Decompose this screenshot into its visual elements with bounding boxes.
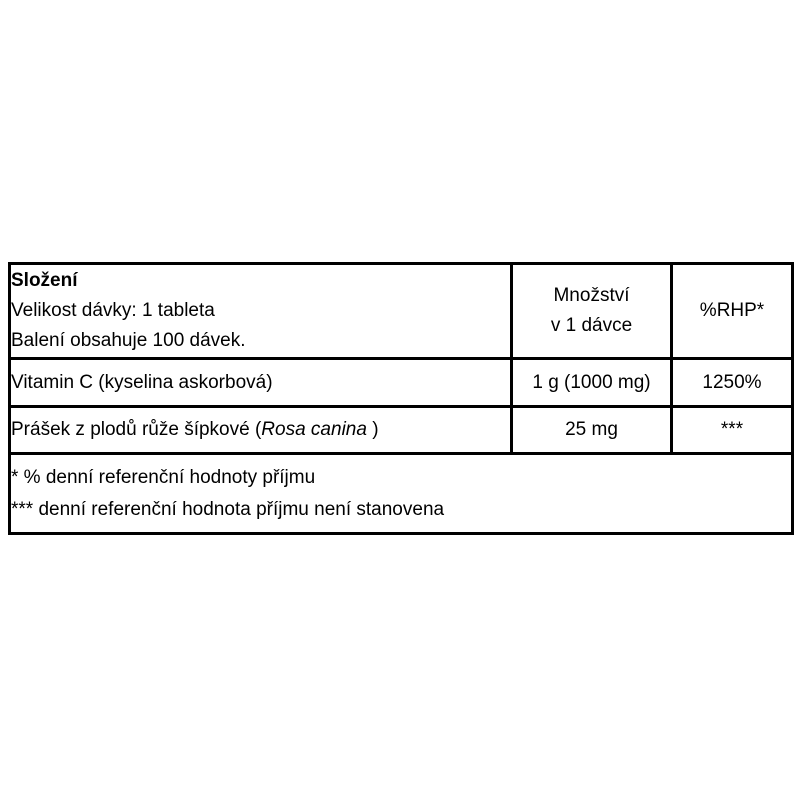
table-header-row (10, 264, 793, 359)
ingredient-name-prefix: Prášek z plodů růže šípkové ( (11, 419, 262, 440)
table-footnotes-row (10, 454, 793, 534)
ingredient-amount: 1 g (1000 mg) (512, 359, 672, 407)
amount-header-line1: Množství (553, 285, 630, 306)
footnotes-cell (10, 454, 793, 534)
ingredient-rhp: 1250% (672, 359, 793, 407)
footnote-rhp-definition: * % denní referenční hodnoty příjmu (11, 466, 316, 488)
header-rhp-cell: %RHP* (672, 264, 793, 359)
header-ingredients-cell (10, 264, 512, 359)
ingredient-amount: 25 mg (512, 407, 672, 454)
serving-size-text: Velikost dávky: 1 tableta (11, 300, 215, 321)
servings-per-container-text: Balení obsahuje 100 dávek. (11, 330, 246, 351)
ingredient-rhp: *** (672, 407, 793, 454)
ingredient-name (10, 407, 512, 454)
ingredient-latin-name: Rosa canina (261, 419, 367, 440)
footnote-not-established: *** denní referenční hodnota příjmu není stanovena (11, 498, 445, 520)
amount-header-line2: v 1 dávce (550, 315, 633, 336)
ingredient-name-suffix: ) (366, 419, 379, 440)
table-title: Složení (11, 270, 78, 291)
header-amount-cell (512, 264, 672, 359)
ingredient-name: Vitamin C (kyselina askorbová) (10, 359, 512, 407)
supplement-facts-table (8, 262, 794, 535)
table-row-vitamin-c (10, 359, 793, 407)
table-row-rosehip-powder (10, 407, 793, 454)
